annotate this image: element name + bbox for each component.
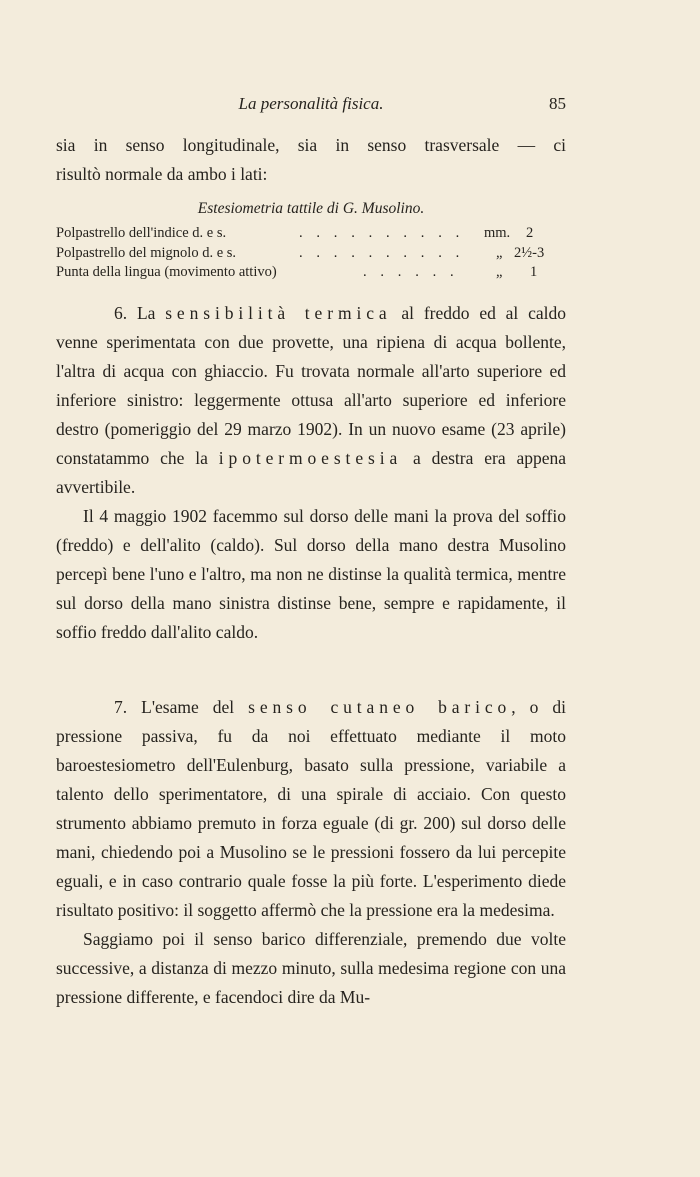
row-label: Punta della lingua (movimento attivo)	[56, 264, 277, 280]
row-unit: „	[496, 264, 503, 280]
row-dots: . . . . . .	[363, 264, 459, 280]
intro-paragraph	[56, 131, 566, 189]
running-title: La personalità fisica.	[238, 94, 384, 113]
row-unit: mm.	[484, 225, 511, 241]
row-dots: . . . . . . . . . .	[299, 225, 465, 241]
row-label: Polpastrello dell'indice d. e s.	[56, 225, 227, 241]
text-run: , o di pressione passiva, fu da noi effettuato mediante il moto baroestesiometro dell'Eulenburg, basato sulla pressione, variabile a talento dello sperimentatore, di una spirale di acciaio. Con questo strumento abbiamo premuto in forza eguale (di gr. 200) sul dorso delle mani, chiedendo poi a Musolino se le pressioni fossero da lui percepite eguali, e in caso contrario quale fosse la più forte. L'esperimento diede risultato positivo: il soggetto affermò che la pressione era la medesima.	[56, 697, 566, 920]
text-run: al freddo ed al caldo venne sperimentata con due provette, una ripiena di acqua bollente, l'altra di acqua con ghiaccio. Fu trovata normale all'arto superiore ed inferiore sinistro: leggermente ottusa all'arto superiore ed inferiore destro (pomeriggio del 29 marzo 1902). In un nuovo esame (23 aprile) constatammo che la	[56, 303, 566, 468]
section-6	[56, 299, 566, 647]
row-value: 2½-3	[514, 244, 545, 261]
spaced-term: sensibilità termica	[165, 303, 392, 323]
section-6-paragraph-1	[56, 299, 566, 502]
section-7	[56, 693, 566, 1012]
section-6-paragraph-2: Il 4 maggio 1902 facemmo sul dorso delle mani la prova del soffio (freddo) e dell'alito (caldo). Sul dorso della mano destra Musolino percepì bene l'uno e l'altro, ma non ne distinse la qualità termica, mentre sul dorso della mano sinistra distinse bene, sempre e rapidamente, il soffio freddo dall'alito caldo.	[56, 506, 566, 642]
text-run: 7. L'esame del	[114, 697, 249, 717]
row-value: 2	[526, 225, 534, 241]
table-row	[56, 263, 566, 283]
section-7-paragraph-1	[56, 693, 566, 925]
intro-line-2: risultò normale da ambo i lati:	[56, 164, 268, 184]
intro-line-1: sia in senso longitudinale, sia in senso trasversale — ci	[56, 135, 566, 155]
row-label: Polpastrello del mignolo d. e s.	[56, 244, 237, 261]
row-value: 1	[530, 264, 538, 280]
spaced-term: ipotermoestesia	[218, 448, 403, 468]
row-dots: . . . . . . . . . .	[299, 244, 465, 261]
table-row	[56, 244, 566, 264]
spaced-term: senso cutaneo barico	[248, 697, 512, 717]
estesiometria-table	[56, 224, 566, 283]
table-row	[56, 224, 566, 244]
text-run: a destra era appena avvertibile.	[56, 448, 567, 497]
row-unit: „	[496, 244, 503, 261]
text-run: 6. La	[114, 303, 166, 323]
table-title: Estesiometria tattile di G. Musolino.	[197, 200, 425, 217]
page-number: 85	[549, 94, 566, 113]
section-7-paragraph-2: Saggiamo poi il senso barico differenziale, premendo due volte successive, a distanza di mezzo minuto, sulla medesima regione con una pressione differente, e facendoci dire da Mu-	[56, 929, 566, 1007]
